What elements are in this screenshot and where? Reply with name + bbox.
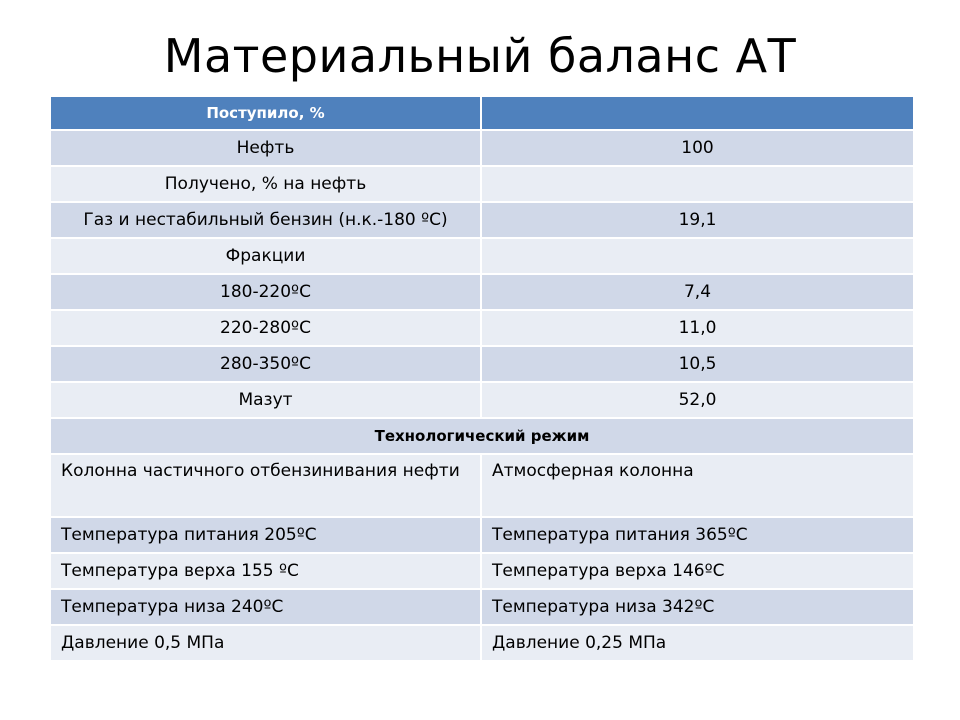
row-label: Получено, % на нефть xyxy=(50,166,481,202)
row-value: 10,5 xyxy=(481,346,914,382)
table-row xyxy=(50,274,914,310)
row-right-cell: Температура низа 342ºС xyxy=(481,589,914,625)
row-left-cell: Температура низа 240ºС xyxy=(50,589,481,625)
row-right-cell: Атмосферная колонна xyxy=(481,454,914,517)
row-value xyxy=(481,238,914,274)
table-row xyxy=(50,166,914,202)
row-value: 52,0 xyxy=(481,382,914,418)
row-right-cell: Температура питания 365ºС xyxy=(481,517,914,553)
row-label: 180-220ºС xyxy=(50,274,481,310)
row-right-cell: Давление 0,25 МПа xyxy=(481,625,914,661)
row-label: 280-350ºС xyxy=(50,346,481,382)
row-left-cell: Температура верха 155 ºС xyxy=(50,553,481,589)
table-header-row xyxy=(50,96,914,130)
row-value xyxy=(481,166,914,202)
section-title-regime: Технологический режим xyxy=(50,418,914,454)
table-row xyxy=(50,454,914,517)
table-row xyxy=(50,382,914,418)
material-balance-table xyxy=(49,95,915,662)
slide-title: Материальный баланс АТ xyxy=(163,29,797,83)
table-row xyxy=(50,346,914,382)
row-left-cell: Колонна частичного отбензинивания нефти xyxy=(50,454,481,517)
table-row xyxy=(50,517,914,553)
table-row xyxy=(50,310,914,346)
row-label: Газ и нестабильный бензин (н.к.-180 ºС) xyxy=(50,202,481,238)
row-value: 11,0 xyxy=(481,310,914,346)
table-row xyxy=(50,625,914,661)
row-label: 220-280ºС xyxy=(50,310,481,346)
row-value: 100 xyxy=(481,130,914,166)
row-label: Нефть xyxy=(50,130,481,166)
row-value: 19,1 xyxy=(481,202,914,238)
header-cell-empty xyxy=(481,96,914,130)
row-right-cell: Температура верха 146ºС xyxy=(481,553,914,589)
table-row xyxy=(50,238,914,274)
table-row xyxy=(50,202,914,238)
row-value: 7,4 xyxy=(481,274,914,310)
table-row xyxy=(50,553,914,589)
row-left-cell: Давление 0,5 МПа xyxy=(50,625,481,661)
row-label: Фракции xyxy=(50,238,481,274)
table-row xyxy=(50,130,914,166)
row-left-cell: Температура питания 205ºС xyxy=(50,517,481,553)
section-header-row xyxy=(50,418,914,454)
table-row xyxy=(50,589,914,625)
header-cell-received: Поступило, % xyxy=(50,96,481,130)
row-label: Мазут xyxy=(50,382,481,418)
